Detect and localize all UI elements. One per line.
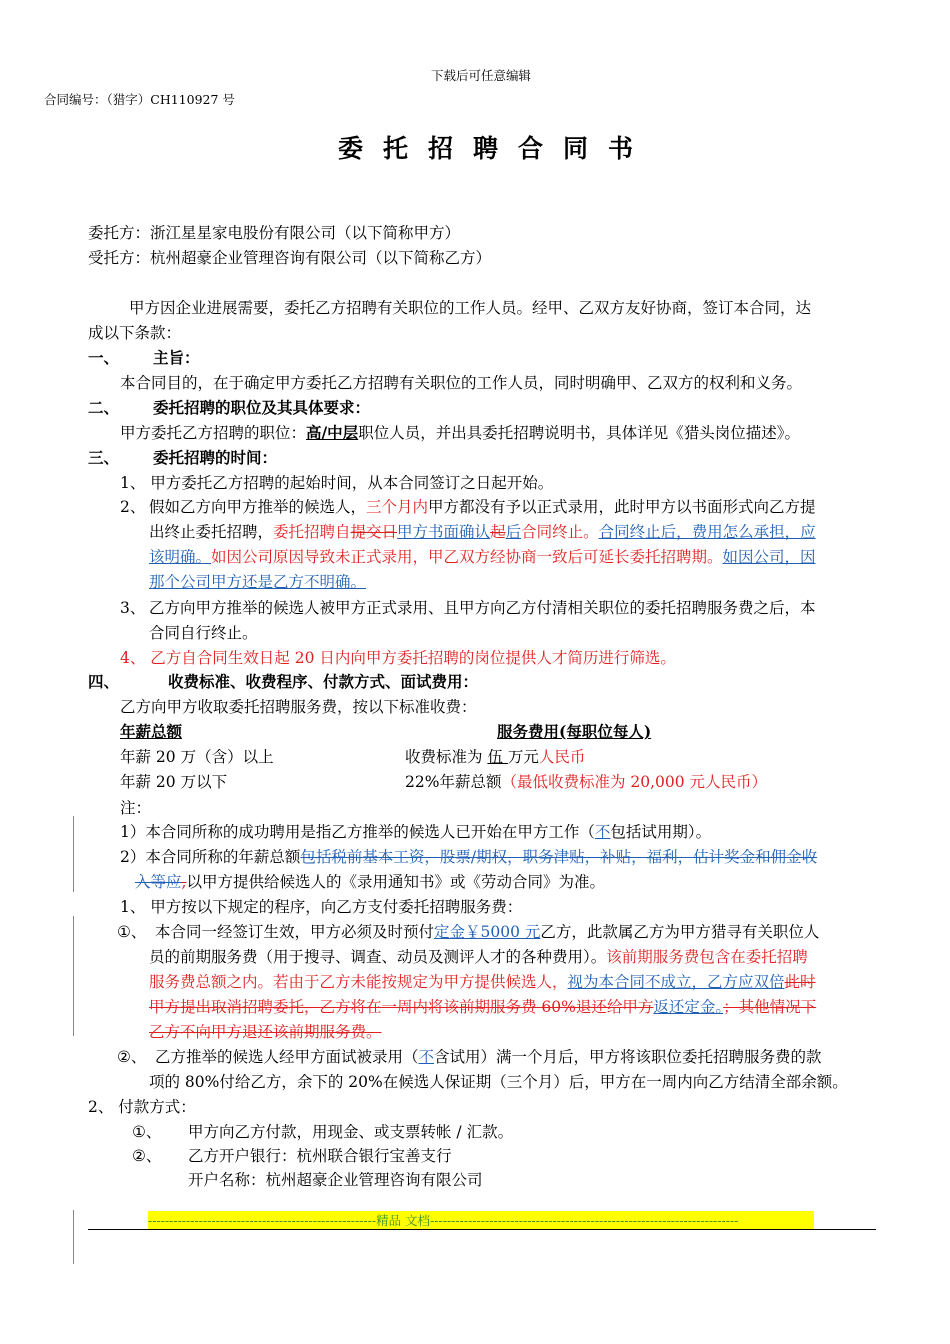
section-4-number: 四、: [88, 672, 120, 691]
section-3-title: 委托招聘的时间：: [153, 448, 278, 467]
fee-row-2-salary: 年薪 20 万以下: [120, 773, 228, 791]
section-2-body: 甲方委托乙方招聘的职位：高/中层职位人员，并出具委托招聘说明书，具体详见《猎头岗位描述》。: [120, 423, 800, 442]
note-2-line-1: 2）本合同所称的年薪总额包括税前基本工资，股票/期权，职务津贴，补贴，福利，估计奖金和佣金收: [120, 848, 818, 866]
section-3-item-2-line-4: 那个公司甲方还是乙方不明确。: [149, 573, 367, 591]
note-1: 1）本合同所称的成功聘用是指乙方推举的候选人已开始在甲方工作（不包括试用期）。: [120, 823, 712, 841]
section-3-item-1: 1、 甲方委托乙方招聘的起始时间，从本合同签订之日起开始。: [120, 474, 554, 492]
section-2-title: 委托招聘的职位及其具体要求：: [153, 398, 371, 417]
section-4-lead: 乙方向甲方收取委托招聘服务费，按以下标准收费：: [120, 698, 477, 716]
section-1-number: 一、: [88, 348, 120, 367]
clause-1-line-5: 乙方不向甲方退还该前期服务费。: [149, 1023, 382, 1041]
payment-method-1: 甲方向乙方付款，用现金、或支票转帐 / 汇款。: [188, 1123, 514, 1141]
fee-row-2-fee: 22%年薪总额（最低收费标准为 20,000 元人民币）: [405, 773, 768, 791]
footer-label: 精品 文档: [376, 1213, 431, 1228]
change-bar: [73, 1210, 74, 1264]
note-label: 注：: [120, 799, 152, 817]
bank-name: 乙方开户银行：杭州联合银行宝善支行: [188, 1147, 452, 1165]
contract-number: 合同编号：（猎字）CH110927 号: [44, 92, 235, 107]
page-title: 委托招聘合同书: [338, 134, 654, 163]
change-bar: [73, 816, 74, 892]
section-3-item-2-line-2: 出终止委托招聘，委托招聘自提交日甲方书面确认起后合同终止。合同终止后，费用怎么承担，应: [149, 523, 816, 541]
clause-1-line-1: 本合同一经签订生效，甲方必须及时预付定金￥5000 元乙方，此款属乙方为甲方猎寻有关职位人: [155, 923, 820, 941]
section-3-item-2-line-3: 该明确。如因公司原因导致未正式录用，甲乙双方经协商一致后可延长委托招聘期。如因公司，因: [149, 548, 816, 566]
agent-party: 受托方：杭州超豪企业管理咨询有限公司（以下简称乙方）: [88, 249, 492, 267]
clause-1-line-3: 服务费总额之内。若由于乙方未能按规定为甲方提供候选人，视为本合同不成立，乙方应双倍此时: [149, 973, 816, 991]
fee-table-header-fee: 服务费用(每职位每人): [497, 722, 652, 741]
section-3-number: 三、: [88, 448, 120, 467]
section-3-item-2-number: 2、: [120, 498, 146, 516]
note-2-line-2: 入等应,以甲方提供给候选人的《录用通知书》或《劳动合同》为准。: [135, 873, 605, 891]
intro-line-2: 成以下条款：: [88, 324, 182, 342]
section-1-title: 主旨：: [153, 348, 200, 367]
payment-procedure: 1、 甲方按以下规定的程序，向乙方支付委托招聘服务费：: [120, 898, 523, 916]
section-2-number: 二、: [88, 398, 120, 417]
fee-table-header-salary: 年薪总额: [120, 722, 183, 741]
clause-1-number: ①、: [117, 923, 147, 941]
footer-rule: [88, 1229, 876, 1230]
payment-method-2-number: ②、: [132, 1147, 162, 1165]
section-4-title: 收费标准、收费程序、付款方式、面试费用：: [168, 672, 479, 691]
download-note: 下载后可任意编辑: [431, 68, 532, 83]
clause-2-line-1: 乙方推举的候选人经甲方面试被录用（不含试用）满一个月后，甲方将该职位委托招聘服务费的款: [155, 1048, 822, 1066]
section-1-body: 本合同目的，在于确定甲方委托乙方招聘有关职位的工作人员，同时明确甲、乙双方的权利和义务。: [120, 374, 803, 392]
fee-row-1-salary: 年薪 20 万（含）以上: [120, 748, 274, 766]
account-name: 开户名称：杭州超豪企业管理咨询有限公司: [188, 1171, 483, 1189]
clause-1-line-4: 甲方提出取消招聘委托，乙方将在一周内将该前期服务费 60%退还给甲方返还定金。；其他情况下: [149, 998, 817, 1016]
section-3-item-3-line-2: 合同自行终止。: [149, 624, 258, 642]
intro-line-1: 甲方因企业进展需要，委托乙方招聘有关职位的工作人员。经甲、乙双方友好协商，签订本合同，达: [129, 299, 812, 317]
client-party: 委托方：浙江星星家电股份有限公司（以下简称甲方）: [88, 224, 461, 242]
payment-method-1-number: ①、: [132, 1123, 162, 1141]
payment-method-heading: 2、 付款方式：: [88, 1098, 196, 1116]
section-3-item-4: 4、 乙方自合同生效日起 20 日内向甲方委托招聘的岗位提供人才简历进行筛选。: [120, 649, 676, 667]
clause-2-line-2: 项的 80%付给乙方，余下的 20%在候选人保证期（三个月）后，甲方在一周内向乙方结清全部余额。: [149, 1073, 848, 1091]
clause-1-line-2: 员的前期服务费（用于搜寻、调查、动员及测评人才的各种费用）。该前期服务费包含在委托招聘: [149, 948, 808, 966]
clause-2-number: ②、: [117, 1048, 147, 1066]
section-3-item-3-line-1: 乙方向甲方推举的候选人被甲方正式录用、且甲方向乙方付清相关职位的委托招聘服务费之后，本: [149, 599, 816, 617]
change-bar: [73, 916, 74, 1036]
section-3-item-2-line-1: 假如乙方向甲方推举的候选人，三个月内甲方都没有予以正式录用，此时甲方以书面形式向乙方提: [149, 498, 816, 516]
fee-row-1-fee: 收费标准为 伍 万元人民币: [405, 748, 586, 766]
footer-banner: ------------------------------------------------------精品 文档-------------------------------------------------------------------------: [148, 1211, 814, 1229]
section-3-item-3-number: 3、: [120, 599, 146, 617]
